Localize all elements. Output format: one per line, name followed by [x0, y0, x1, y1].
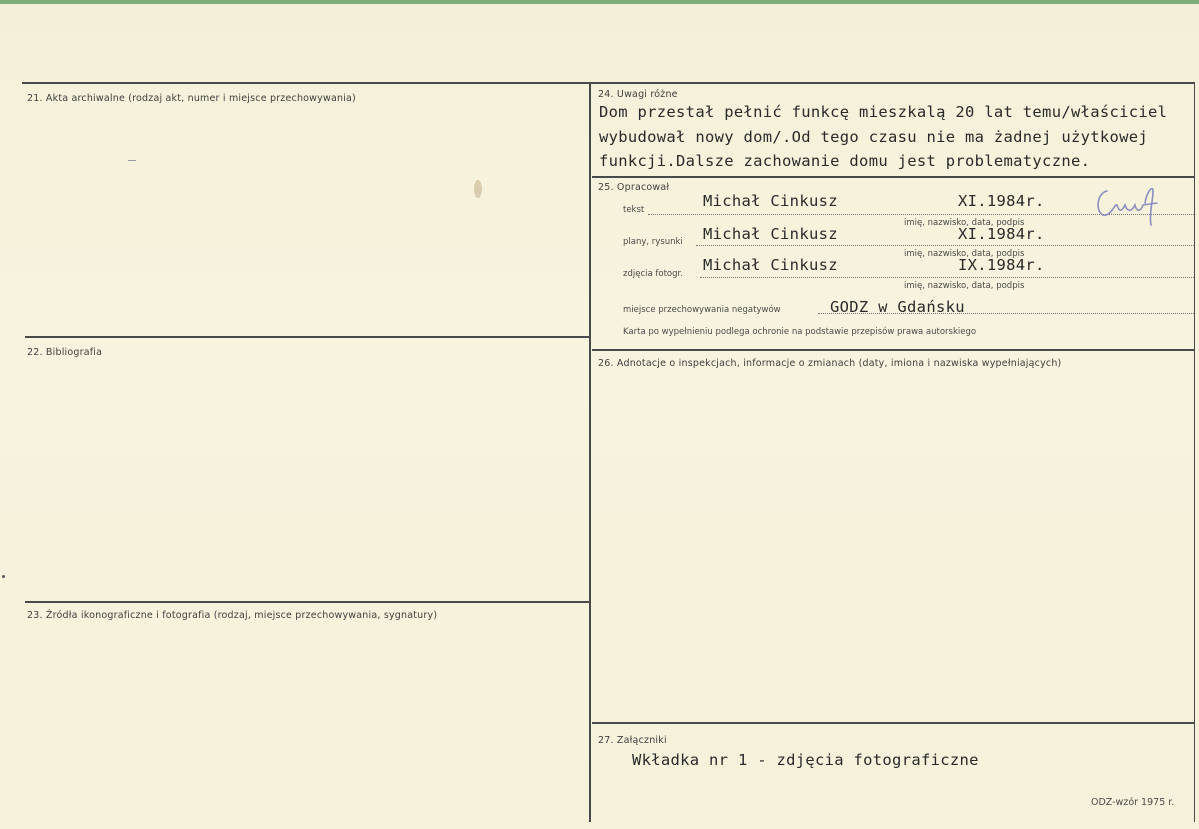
negatives-label: miejsce przechowywania negatywów: [623, 305, 781, 315]
section-23-label: 23. Źródła ikonograficzne i fotografia (rodzaj, miejsce przechowywania, sygnatury): [27, 610, 438, 621]
author-name-plans: Michał Cinkusz: [703, 225, 838, 243]
author-name-text: Michał Cinkusz: [703, 192, 838, 210]
section-24-label: 24. Uwagi różne: [598, 89, 678, 100]
author-name-photos: Michał Cinkusz: [703, 256, 838, 274]
column-divider: [589, 82, 591, 822]
row-photos-line: [700, 277, 1194, 278]
author-date-plans: XI.1984r.: [958, 225, 1045, 243]
attachments-value: Wkładka nr 1 - zdjęcia fotograficzne: [632, 751, 979, 769]
section-21-label: 21. Akta archiwalne (rodzaj akt, numer i miejsce przechowywania): [27, 93, 356, 104]
caption-row-1: imię, nazwisko, data, podpis: [904, 218, 1025, 228]
caption-row-3: imię, nazwisko, data, podpis: [904, 281, 1025, 291]
section-27-label: 27. Załączniki: [598, 735, 667, 746]
rule-24-25: [592, 176, 1194, 178]
remarks-line-3: funkcji.Dalsze zachowanie domu jest problematyczne.: [599, 152, 1091, 170]
rule-26-27: [592, 722, 1194, 724]
role-plans-label: plany, rysunki: [623, 237, 683, 247]
section-26-label: 26. Adnotacje o inspekcjach, informacje o zmianach (daty, imiona i nazwiska wypełniających): [598, 358, 1062, 369]
role-photos-label: zdjęcia fotogr.: [623, 269, 683, 279]
section-25-label: 25. Opracował: [598, 182, 670, 193]
rule-25-26: [592, 349, 1194, 351]
remarks-line-2: wybudował nowy dom/.Od tego czasu nie ma żadnej użytkowej: [599, 128, 1149, 146]
section-22-label: 22. Bibliografia: [27, 347, 103, 358]
remarks-line-1: Dom przestał pełnić funkcę mieszkalą 20 lat temu/właściciel: [599, 103, 1168, 121]
caption-row-2: imię, nazwisko, data, podpis: [904, 249, 1025, 259]
card-top-edge: [0, 0, 1199, 4]
paper-stain: [474, 180, 482, 198]
signature-image: [1093, 183, 1163, 229]
role-text-label: tekst: [623, 205, 645, 215]
edge-mark: [2, 575, 5, 578]
author-date-photos: IX.1984r.: [958, 256, 1045, 274]
negatives-value: GODZ w Gdańsku: [830, 298, 965, 316]
top-rule: [22, 82, 1194, 84]
author-date-text: XI.1984r.: [958, 192, 1045, 210]
rule-21-22: [25, 336, 589, 338]
rule-22-23: [25, 601, 589, 603]
row-plans-line: [696, 245, 1194, 246]
stray-mark: [128, 160, 136, 161]
right-border: [1194, 82, 1195, 822]
copyright-note: Karta po wypełnieniu podlega ochronie na podstawie przepisów prawa autorskiego: [623, 327, 977, 337]
form-id: ODZ-wzór 1975 r.: [1091, 797, 1175, 808]
